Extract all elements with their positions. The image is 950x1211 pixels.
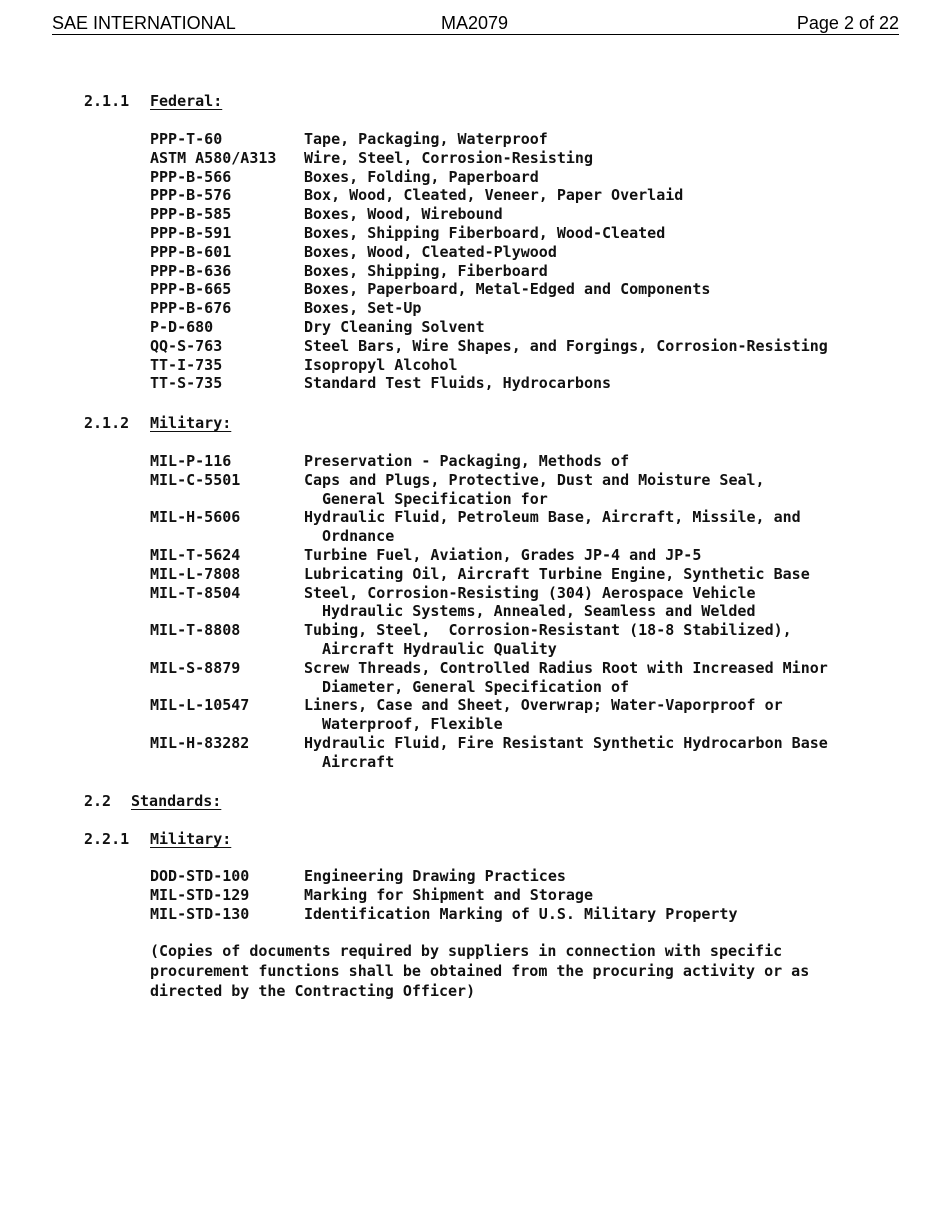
reference-code: MIL-S-8879 bbox=[150, 658, 241, 677]
reference-description: Hydraulic Fluid, Fire Resistant Synthetic Hydrocarbon Base bbox=[304, 734, 828, 752]
reference-code: MIL-STD-130 bbox=[150, 904, 250, 923]
reference-description: Boxes, Folding, Paperboard bbox=[304, 167, 539, 186]
reference-description: Steel Bars, Wire Shapes, and Forgings, Corrosion-Resisting bbox=[304, 336, 828, 355]
section-number-military: 2.1.2 bbox=[84, 414, 130, 432]
reference-code: PPP-B-665 bbox=[150, 280, 232, 299]
header-page-number: Page 2 of 22 bbox=[796, 13, 899, 33]
reference-code: PPP-B-676 bbox=[150, 299, 232, 318]
reference-code: MIL-H-83282 bbox=[150, 734, 250, 752]
reference-code: PPP-T-60 bbox=[150, 130, 223, 148]
reference-description: Hydraulic Fluid, Petroleum Base, Aircraft, Missile, and bbox=[304, 508, 801, 527]
reference-description: Liners, Case and Sheet, Overwrap; Water-Vaporproof or bbox=[304, 696, 783, 715]
section-title-military: Military: bbox=[150, 414, 232, 432]
reference-code: PPP-B-636 bbox=[150, 261, 232, 280]
reference-description: Box, Wood, Cleated, Veneer, Paper Overlaid bbox=[304, 186, 684, 205]
reference-description: Identification Marking of U.S. Military Property bbox=[304, 904, 738, 923]
reference-code: PPP-B-566 bbox=[150, 167, 232, 186]
section-title-federal: Federal: bbox=[150, 92, 223, 110]
reference-description: Dry Cleaning Solvent bbox=[304, 318, 485, 336]
reference-description-continued: Hydraulic Systems, Annealed, Seamless and Welded bbox=[322, 602, 756, 621]
reference-description: Lubricating Oil, Aircraft Turbine Engine, Synthetic Base bbox=[304, 564, 810, 583]
reference-description: Boxes, Shipping, Fiberboard bbox=[304, 261, 548, 280]
header-doc-id: MA2079 bbox=[441, 13, 509, 33]
procurement-note: (Copies of documents required by suppliers in connection with specific procurement functions shall be obtained from the procuring activity or as directed by the Contracting Officer) bbox=[150, 942, 810, 1000]
reference-code: MIL-H-5606 bbox=[150, 508, 241, 527]
section-title-standards: Standards: bbox=[131, 792, 222, 810]
reference-code: TT-I-735 bbox=[150, 355, 223, 374]
reference-description: Boxes, Wood, Cleated-Plywood bbox=[304, 242, 557, 261]
reference-code: ASTM A580/A313 bbox=[150, 148, 277, 167]
reference-description: Boxes, Shipping Fiberboard, Wood-Cleated bbox=[304, 224, 666, 242]
reference-code: TT-S-735 bbox=[150, 374, 223, 393]
reference-code: PPP-B-591 bbox=[150, 224, 232, 242]
section-number-std-military: 2.2.1 bbox=[84, 830, 130, 848]
reference-code: MIL-C-5501 bbox=[150, 470, 241, 489]
section-title-std-military: Military: bbox=[150, 830, 232, 848]
reference-description: Preservation - Packaging, Methods of bbox=[304, 452, 630, 470]
reference-code: PPP-B-576 bbox=[150, 186, 232, 205]
reference-code: P-D-680 bbox=[150, 318, 214, 336]
reference-code: MIL-T-8504 bbox=[150, 583, 241, 602]
reference-description: Marking for Shipment and Storage bbox=[304, 885, 593, 904]
reference-description: Standard Test Fluids, Hydrocarbons bbox=[304, 374, 612, 393]
reference-description: Engineering Drawing Practices bbox=[304, 867, 566, 885]
reference-description: Tubing, Steel, Corrosion-Resistant (18-8 Stabilized), bbox=[304, 621, 792, 640]
reference-code: MIL-L-10547 bbox=[150, 696, 250, 715]
reference-description: Turbine Fuel, Aviation, Grades JP-4 and JP-5 bbox=[304, 546, 702, 564]
reference-description-continued: Aircraft Hydraulic Quality bbox=[322, 639, 557, 658]
reference-description-continued: Diameter, General Specification of bbox=[322, 677, 630, 696]
reference-code: PPP-B-601 bbox=[150, 242, 232, 261]
reference-code: MIL-L-7808 bbox=[150, 564, 241, 583]
reference-description: Screw Threads, Controlled Radius Root with Increased Minor bbox=[304, 658, 828, 677]
reference-description: Isopropyl Alcohol bbox=[304, 355, 458, 374]
header-org: SAE INTERNATIONAL bbox=[52, 13, 236, 33]
reference-description: Tape, Packaging, Waterproof bbox=[304, 130, 548, 148]
reference-code: MIL-P-116 bbox=[150, 452, 232, 470]
section-number-federal: 2.1.1 bbox=[84, 92, 130, 110]
reference-code: MIL-STD-129 bbox=[150, 885, 250, 904]
reference-description-continued: Aircraft bbox=[322, 752, 395, 771]
reference-description: Steel, Corrosion-Resisting (304) Aerospace Vehicle bbox=[304, 583, 756, 602]
reference-description: Boxes, Paperboard, Metal-Edged and Components bbox=[304, 280, 711, 299]
reference-code: QQ-S-763 bbox=[150, 336, 223, 355]
section-number-standards: 2.2 bbox=[84, 792, 112, 810]
reference-description: Caps and Plugs, Protective, Dust and Moisture Seal, bbox=[304, 470, 765, 489]
reference-description-continued: General Specification for bbox=[322, 489, 548, 508]
reference-description: Wire, Steel, Corrosion-Resisting bbox=[304, 148, 593, 167]
reference-description: Boxes, Set-Up bbox=[304, 299, 422, 318]
reference-code: DOD-STD-100 bbox=[150, 867, 250, 885]
reference-description: Boxes, Wood, Wirebound bbox=[304, 205, 503, 224]
reference-code: PPP-B-585 bbox=[150, 205, 232, 224]
reference-description-continued: Ordnance bbox=[322, 527, 395, 546]
reference-description-continued: Waterproof, Flexible bbox=[322, 715, 503, 734]
reference-code: MIL-T-8808 bbox=[150, 621, 241, 640]
reference-code: MIL-T-5624 bbox=[150, 546, 241, 564]
